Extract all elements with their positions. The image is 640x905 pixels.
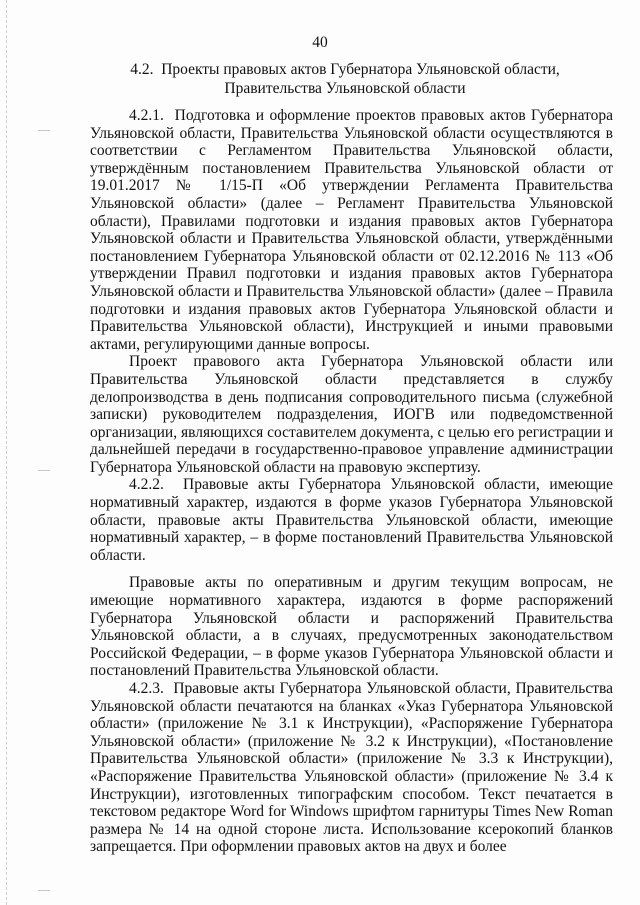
section-heading-line-1: 4.2. Проекты правовых актов Губернатора Ульяновской области, — [130, 61, 560, 78]
body-text — [90, 107, 613, 856]
scan-margin-mark — [38, 890, 50, 891]
paragraph-submission: Проект правового акта Губернатора Ульяновской области или Правительства Ульяновской области представляется в службу делопроизводства в день подписания сопроводительного письма (служебной записки) руководителем подразделения, ИОГВ или подведомственной организации, являющихся составителем документа, с целью его регистрации и дальнейшей передачи в государственно-правовое управление администрации Губернатора Ульяновской области на правовую экспертизу. — [90, 353, 613, 476]
paragraph-operational-acts: Правовые акты по оперативным и другим текущим вопросам, не имеющие нормативного характера, издаются в форме распоряжений Губернатора Ульяновской области и распоряжений Правительства Ульяновской области, а в случаях, предусмотренных законодательством Российской Федерации, – в форме указов Губернатора Ульяновской области и постановлений Правительства Ульяновской области. — [90, 574, 613, 680]
page-number: 40 — [312, 34, 328, 51]
paragraph-4-2-1: 4.2.1. Подготовка и оформление проектов правовых актов Губернатора Ульяновской области, Правительства Ульяновской области осуществляются в соответствии с Регламентом Правительства Ульяновской области, утверждённым постановлением Правительства Ульяновской области от 19.01.2017 № 1/15-П «Об утверждении Регламента Правительства Ульяновской области» (далее – Регламент Правительства Ульяновской области), Правилами подготовки и издания правовых актов Губернатора Ульяновской области и Правительства Ульяновской области, утверждёнными постановлением Губернатора Ульяновской области от 02.12.2016 № 113 «Об утверждении Правил подготовки и издания правовых актов Губернатора Ульяновской области и Правительства Ульяновской области» (далее – Правила подготовки и издания правовых актов Губернатора Ульяновской области и Правительства Ульяновской области), Инструкцией и иными правовыми актами, регулирующими данные вопросы. — [90, 107, 613, 353]
scan-margin-mark — [38, 470, 50, 471]
paragraph-4-2-2: 4.2.2. Правовые акты Губернатора Ульяновской области, имеющие нормативный характер, издаются в форме указов Губернатора Ульяновской области, правовые акты Правительства Ульяновской области, имеющие нормативный характер, – в форме постановлений Правительства Ульяновской области. — [90, 476, 613, 564]
paragraph-4-2-3: 4.2.3. Правовые акты Губернатора Ульяновской области, Правительства Ульяновской области печатаются на бланках «Указ Губернатора Ульяновской области» (приложение № 3.1 к Инструкции), «Распоряжение Губернатора Ульяновской области» (приложение № 3.2 к Инструкции), «Постановление Правительства Ульяновской области» (приложение № 3.3 к Инструкции), «Распоряжение Правительства Ульяновской области» (приложение № 3.4 к Инструкции), изготовленных типографским способом. Текст печатается в текстовом редакторе Word for Windows шрифтом гарнитуры Times New Roman размера № 14 на одной стороне листа. Использование ксерокопий бланков запрещается. При оформлении правовых актов на двух и более — [90, 680, 613, 856]
section-heading — [110, 60, 580, 98]
section-heading-line-2: Правительства Ульяновской области — [224, 80, 466, 97]
scan-margin-mark — [38, 130, 50, 131]
scan-left-edge — [6, 0, 8, 905]
